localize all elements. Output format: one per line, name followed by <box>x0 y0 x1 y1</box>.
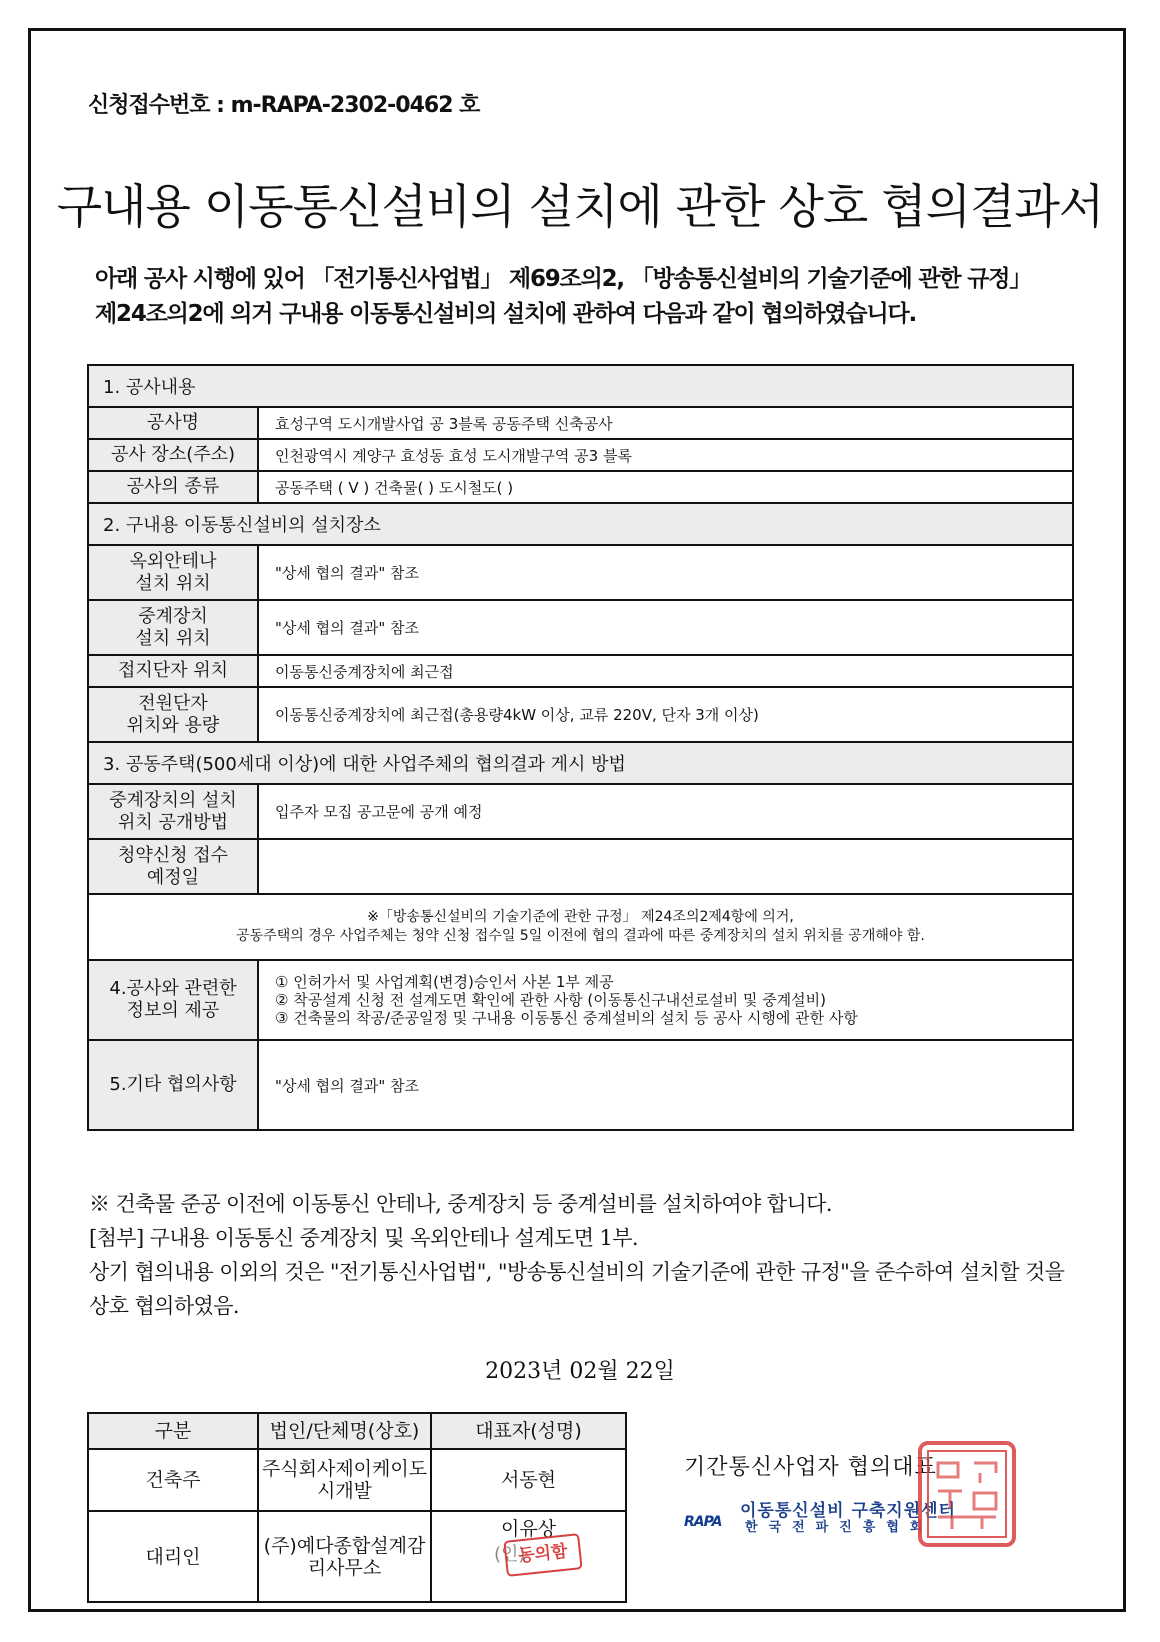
value-info-provision <box>258 960 1073 1040</box>
section-title: 3. 공동주택(500세대 이상)에 대한 사업주체의 협의결과 게시 방법 <box>88 742 1073 784</box>
footer-line: ※ 건축물 준공 이전에 이동통신 안테나, 중계장치 등 중계설비를 설치하여야 합니다. <box>89 1192 832 1216</box>
label-other-matters: 5.기타 협의사항 <box>88 1040 258 1130</box>
label-power-terminal <box>88 687 258 742</box>
rep-name: 이유상 <box>500 1518 557 1540</box>
consultation-table <box>87 364 1074 1131</box>
intro-paragraph <box>95 262 1095 332</box>
org-line: 주식회사제이케이도 <box>261 1458 428 1480</box>
footer-line: 상기 협의내용 이외의 것은 "전기통신사업법", "방송통신설비의 기술기준에 관한 규정"을 준수하여 설치할 것을 <box>89 1260 1065 1284</box>
label-antenna-location <box>88 545 258 600</box>
label-line: 설치 위치 <box>135 572 211 594</box>
label-line: 전원단자 <box>138 692 208 714</box>
org-line: (주)예다종합설계감 <box>263 1534 426 1557</box>
label-subscription-date <box>88 839 258 894</box>
intro-line: 아래 공사 시행에 있어 「전기통신사업법」 제69조의2, 「방송통신설비의 기술기준에 관한 규정」 <box>95 266 1032 292</box>
regulation-note <box>88 894 1073 960</box>
note-line: ※「방송통신설비의 기술기준에 관한 규정」 제24조의2제4항에 의거, <box>367 909 794 925</box>
value-construction-name: 효성구역 도시개발사업 공 3블록 공동주택 신축공사 <box>258 407 1073 439</box>
value-subscription-date <box>258 839 1073 894</box>
value-relay-location: "상세 협의 결과" 참조 <box>258 600 1073 655</box>
value-disclosure-method: 입주자 모집 공고문에 공개 예정 <box>258 784 1073 839</box>
agency-title: 기간통신사업자 협의대표 <box>684 1455 937 1480</box>
agree-stamp: 동의함 <box>503 1533 582 1577</box>
list-item: ③ 건축물의 착공/준공일정 및 구내용 이동통신 중계설비의 설치 등 공사 시행에 관한 사항 <box>275 1009 858 1027</box>
label-construction-type: 공사의 종류 <box>88 471 258 503</box>
official-seal-icon <box>918 1441 1016 1547</box>
list-item: ② 착공설계 신청 전 설계도면 확인에 관한 사항 (이동통신구내선로설비 및 중계설비) <box>275 991 827 1009</box>
center-name: 이동통신설비 구축지원센터 <box>740 1501 956 1521</box>
label-relay-location <box>88 600 258 655</box>
value-other-matters: "상세 협의 결과" 참조 <box>258 1040 1073 1130</box>
intro-line: 제24조의2에 의거 구내용 이동통신설비의 설치에 관하여 다음과 같이 협의하였습니다. <box>95 301 917 327</box>
section-title: 2. 구내용 이동통신설비의 설치장소 <box>88 503 1073 545</box>
association-name: 한국전파진흥협회 <box>745 1520 934 1535</box>
label-line: 청약신청 접수 <box>117 844 229 866</box>
label-line: 중계장치 <box>138 605 208 627</box>
value-power-terminal: 이동통신중계장치에 최근접(총용량4kW 이상, 교류 220V, 단자 3개 이상) <box>258 687 1073 742</box>
footer-line: [첨부] 구내용 이동통신 중계장치 및 옥외안테나 설계도면 1부. <box>89 1226 639 1250</box>
value-construction-place: 인천광역시 계양구 효성동 효성 도시개발구역 공3 블록 <box>258 439 1073 471</box>
document-date: 2023년 02월 22일 <box>485 1359 675 1384</box>
sig-header: 대표자(성명) <box>431 1413 626 1449</box>
seal-mark-text: (인) <box>494 1544 526 1565</box>
label-line: 예정일 <box>146 866 200 888</box>
seal-graphic <box>922 1445 1012 1543</box>
receipt-number: 신청접수번호 : m-RAPA-2302-0462 호 <box>88 93 480 118</box>
label-line: 옥외안테나 <box>129 550 217 572</box>
list-item: ① 인허가서 및 사업계획(변경)승인서 사본 1부 제공 <box>275 973 614 991</box>
label-line: 설치 위치 <box>135 627 211 649</box>
sig-org <box>258 1449 431 1511</box>
sig-org <box>258 1511 431 1602</box>
document-title: 구내용 이동통신설비의 설치에 관한 상호 협의결과서 <box>56 180 1104 235</box>
label-line: 위치와 용량 <box>126 714 220 736</box>
label-line: 정보의 제공 <box>126 1000 220 1021</box>
label-info-provision <box>88 960 258 1040</box>
section-title: 1. 공사내용 <box>88 365 1073 407</box>
label-line: 중계장치의 설치 <box>109 789 237 811</box>
label-ground-terminal: 접지단자 위치 <box>88 655 258 687</box>
label-disclosure-method <box>88 784 258 839</box>
label-construction-name: 공사명 <box>88 407 258 439</box>
sig-role: 건축주 <box>88 1449 258 1511</box>
note-line: 공동주택의 경우 사업주체는 청약 신청 접수일 5일 이전에 협의 결과에 따른 중계장치의 설치 위치를 공개해야 함. <box>236 928 925 944</box>
org-line: 리사무소 <box>307 1556 382 1579</box>
rapa-logo: RAPA <box>684 1514 722 1530</box>
sig-header: 법인/단체명(상호) <box>258 1413 431 1449</box>
label-construction-place: 공사 장소(주소) <box>88 439 258 471</box>
footer-notes <box>89 1187 1089 1323</box>
signature-table <box>87 1412 627 1603</box>
org-line: 시개발 <box>316 1480 373 1502</box>
value-ground-terminal: 이동통신중계장치에 최근접 <box>258 655 1073 687</box>
label-line: 위치 공개방법 <box>117 811 229 833</box>
footer-line: 상호 협의하였음. <box>89 1294 239 1318</box>
value-construction-type: 공동주택 ( V ) 건축물( ) 도시철도( ) <box>258 471 1073 503</box>
sig-header: 구분 <box>88 1413 258 1449</box>
sig-role: 대리인 <box>88 1511 258 1602</box>
label-line: 4.공사와 관련한 <box>109 978 237 999</box>
sig-rep: 서동현 <box>431 1449 626 1511</box>
value-antenna-location: "상세 협의 결과" 참조 <box>258 545 1073 600</box>
